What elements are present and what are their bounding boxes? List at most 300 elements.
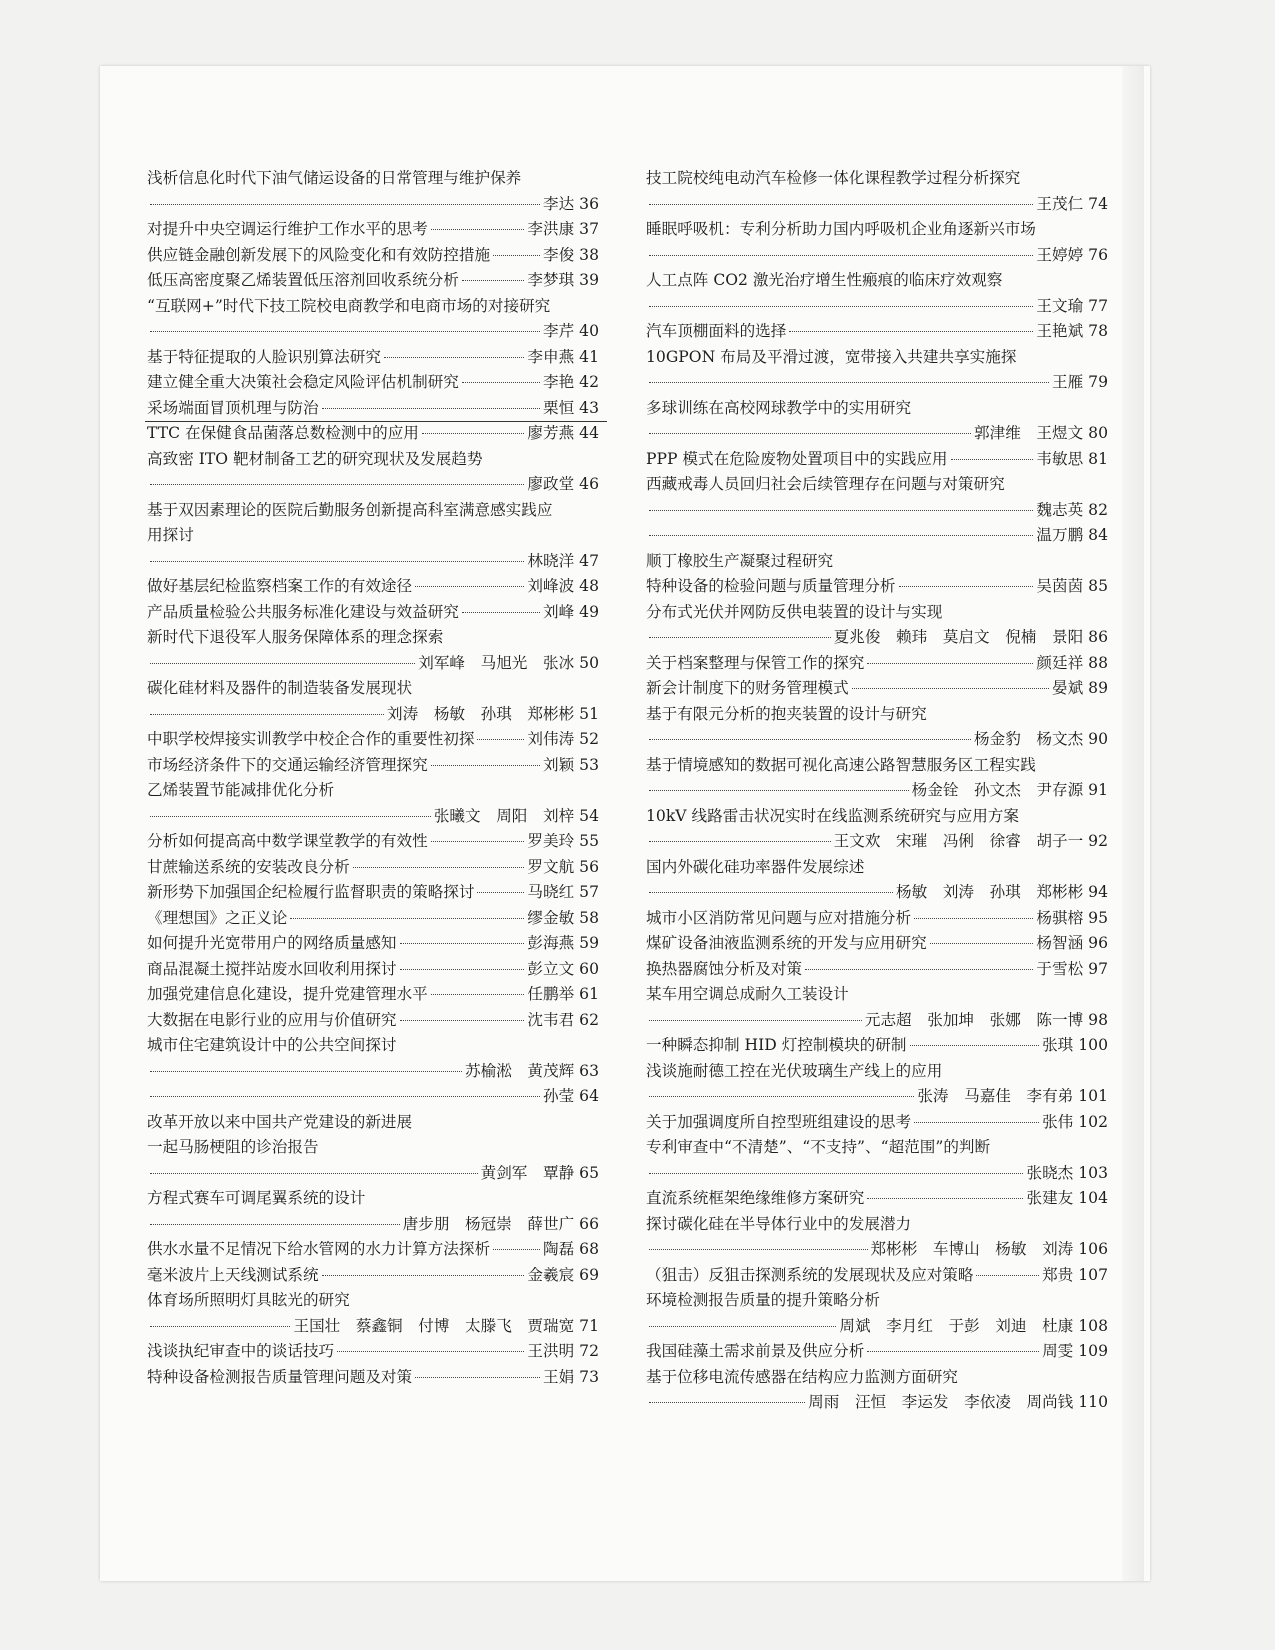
dot-leader (150, 484, 524, 485)
entry-title: 浅谈施耐德工控在光伏玻璃生产线上的应用 (646, 1061, 943, 1080)
entry-page-number: 38 (579, 245, 599, 264)
dot-leader (649, 739, 971, 740)
entry-title: （狙击）反狙击探测系统的发展现状及应对策略 (646, 1265, 974, 1284)
entry-authors: 郑贵 (1042, 1265, 1074, 1284)
toc-entry (147, 166, 599, 217)
dot-leader (322, 1275, 525, 1276)
dot-leader (150, 561, 524, 562)
toc-entry-row (646, 370, 1108, 396)
entry-authors: 吴茵茵 (1036, 577, 1084, 595)
toc-entry (147, 778, 599, 829)
entry-page-number: 98 (1088, 1010, 1108, 1029)
entry-page-number: 92 (1088, 832, 1108, 850)
entry-title: 毫米波片上天线测试系统 (147, 1265, 319, 1284)
entry-authors: 苏榆淞 黄茂辉 (465, 1061, 575, 1080)
toc-entry-row (147, 931, 599, 957)
dot-leader (914, 1122, 1039, 1123)
entry-authors: 刘伟涛 (527, 730, 575, 748)
dot-leader (150, 663, 415, 664)
toc-entry (646, 753, 1108, 804)
toc-entry-row (147, 549, 599, 575)
toc-entry (646, 1059, 1108, 1110)
toc-entry (646, 1212, 1108, 1263)
toc-entry (147, 1288, 599, 1339)
entry-title: 基于有限元分析的抱夹装置的设计与研究 (646, 704, 927, 723)
entry-page-number: 110 (1078, 1393, 1108, 1411)
toc-entry-row (147, 702, 599, 728)
entry-authors: 罗文航 (527, 857, 575, 876)
toc-entry (147, 880, 599, 906)
entry-authors: 周雨 汪恒 李运发 李依凌 周尚钱 (808, 1393, 1074, 1411)
dot-leader (400, 943, 525, 944)
entry-page-number: 89 (1088, 679, 1108, 697)
entry-authors: 颜廷祥 (1036, 653, 1084, 672)
entry-title: 城市小区消防常见问题与应对措施分析 (646, 908, 912, 927)
page-edge (1122, 66, 1144, 1581)
entry-title: 关于档案整理与保管工作的探究 (646, 653, 865, 672)
toc-entry (147, 243, 599, 269)
entry-authors: 杨智涵 (1036, 934, 1084, 952)
entry-authors: 杨骐榕 (1036, 908, 1084, 927)
toc-entry (147, 1263, 599, 1289)
toc-entry-row (646, 1314, 1108, 1340)
dot-leader (649, 1020, 862, 1021)
toc-entry-row (646, 498, 1108, 524)
entry-page-number: 80 (1088, 424, 1108, 442)
dot-leader (649, 1326, 836, 1327)
entry-page-number: 52 (579, 730, 599, 748)
toc-entry (147, 345, 599, 371)
entry-title: 碳化硅材料及器件的制造装备发展现状 (147, 679, 413, 697)
entry-title: 新时代下退役军人服务保障体系的理念探索 (147, 628, 444, 646)
entry-authors: 李芹 (542, 322, 575, 340)
toc-entry (147, 931, 599, 957)
dot-leader (649, 255, 1033, 256)
entry-authors: 于雪松 (1036, 959, 1084, 978)
toc-entry (147, 829, 599, 855)
toc-entry-row (147, 829, 599, 855)
entry-page-number: 49 (579, 602, 599, 621)
entry-page-number: 107 (1078, 1265, 1108, 1284)
toc-entry (646, 804, 1108, 855)
toc-entry-row (147, 957, 599, 983)
entry-page-number: 43 (579, 398, 599, 417)
toc-entry (147, 906, 599, 932)
toc-entry (646, 1186, 1108, 1212)
dot-leader (976, 1275, 1039, 1276)
entry-page-number: 106 (1078, 1240, 1108, 1258)
dot-leader (384, 357, 524, 358)
toc-entry-row (147, 906, 599, 932)
entry-page-number: 63 (579, 1061, 599, 1080)
toc-entry (147, 1186, 599, 1237)
entry-page-number: 60 (579, 959, 599, 978)
entry-title: 分布式光伏并网防反供电装置的设计与实现 (646, 602, 943, 621)
entry-page-number: 50 (579, 653, 599, 672)
entry-page-number: 74 (1088, 194, 1108, 213)
entry-title: 体育场所照明灯具眩光的研究 (147, 1291, 350, 1309)
dot-leader (150, 714, 384, 715)
entry-authors: 黄剑军 覃静 (480, 1163, 575, 1182)
entry-page-number: 84 (1088, 526, 1108, 544)
entry-title: 一起马肠梗阻的诊治报告 (147, 1138, 319, 1156)
toc-entry-row (646, 625, 1108, 651)
entry-authors: 张伟 (1042, 1112, 1074, 1131)
entry-authors: 王洪明 (527, 1342, 575, 1360)
toc-entry (646, 549, 1108, 575)
entry-page-number: 61 (579, 985, 599, 1003)
dot-leader (867, 1198, 1023, 1199)
entry-authors: 张建友 (1026, 1189, 1074, 1207)
entry-authors: 廖芳燕 (527, 424, 575, 442)
entry-authors: 周斌 李月红 于彭 刘迪 杜康 (839, 1316, 1074, 1335)
entry-title: “互联网+”时代下技工院校电商教学和电商市场的对接研究 (147, 296, 551, 315)
toc-entry (646, 1288, 1108, 1339)
dot-leader (649, 1096, 914, 1097)
entry-authors: 王文瑜 (1036, 296, 1084, 315)
entry-page-number: 36 (579, 194, 599, 213)
toc-entry-row (147, 880, 599, 906)
dot-leader (400, 969, 525, 970)
toc-entry (646, 523, 1108, 549)
entry-page-number: 57 (579, 883, 599, 901)
toc-entry-row (646, 1084, 1108, 1110)
entry-title: 西藏戒毒人员回归社会后续管理存在问题与对策研究 (646, 475, 1005, 493)
dot-leader (477, 892, 524, 893)
dot-leader (431, 765, 540, 766)
entry-page-number: 94 (1088, 883, 1108, 901)
toc-entry-row (646, 523, 1108, 549)
toc-entry (147, 982, 599, 1008)
entry-title: 睡眠呼吸机：专利分析助力国内呼吸机企业角逐新兴市场 (646, 220, 1036, 238)
toc-entry-row (646, 1033, 1108, 1059)
entry-page-number: 82 (1088, 500, 1108, 519)
entry-title: 高致密 ITO 靶材制备工艺的研究现状及发展趋势 (147, 449, 483, 468)
entry-title: 一种瞬态抑制 HID 灯控制模块的研制 (646, 1036, 907, 1054)
toc-entry-row (147, 753, 599, 779)
entry-title: 特种设备检测报告质量管理问题及对策 (147, 1367, 413, 1386)
dot-leader (150, 331, 540, 332)
entry-title: 基于位移电流传感器在结构应力监测方面研究 (646, 1367, 958, 1386)
toc-entry-row (147, 982, 599, 1008)
toc-column-left (147, 166, 599, 1390)
toc-entry-row (147, 1212, 599, 1238)
entry-page-number: 88 (1088, 653, 1108, 672)
toc-entry-row (646, 880, 1108, 906)
dot-leader (415, 1377, 540, 1378)
toc-entry (147, 625, 599, 676)
dot-leader (649, 535, 1033, 536)
toc-column-right (646, 166, 1108, 1416)
dot-leader (649, 841, 831, 842)
entry-authors: 温万鹏 (1036, 526, 1084, 544)
entry-authors: 郭津维 王煜文 (974, 424, 1084, 442)
entry-title: 方程式赛车可调尾翼系统的设计 (147, 1189, 366, 1207)
dot-leader (852, 688, 1049, 689)
toc-entry-row (646, 294, 1108, 320)
toc-entry (147, 447, 599, 498)
toc-entry-row (646, 651, 1108, 677)
toc-entry (147, 1237, 599, 1263)
entry-authors: 王国壮 蔡鑫铜 付博 太滕飞 贾瑞宽 (293, 1316, 575, 1335)
entry-title: 对提升中央空调运行维护工作水平的思考 (147, 220, 428, 238)
entry-title: 甘蔗输送系统的安装改良分析 (147, 857, 350, 876)
entry-authors: 王文欢 宋璀 冯俐 徐睿 胡子一 (833, 832, 1084, 850)
entry-page-number: 37 (579, 220, 599, 238)
toc-entry-row (646, 447, 1108, 473)
entry-authors: 王婷婷 (1036, 245, 1084, 264)
entry-title: 做好基层纪检监察档案工作的有效途径 (147, 577, 413, 595)
toc-entry-row (147, 1237, 599, 1263)
entry-title: 10GPON 布局及平滑过渡，宽带接入共建共享实施探 (646, 347, 1017, 366)
toc-entry (646, 345, 1108, 396)
toc-entry (646, 1263, 1108, 1289)
toc-entry-row (147, 268, 599, 294)
entry-authors: 马晓红 (527, 883, 575, 901)
entry-page-number: 102 (1078, 1112, 1108, 1131)
entry-title: 人工点阵 CO2 激光治疗增生性瘢痕的临床疗效观察 (646, 271, 1003, 289)
toc-entry (147, 957, 599, 983)
entry-page-number: 44 (579, 424, 599, 442)
toc-entry-row (646, 1186, 1108, 1212)
dot-leader (649, 204, 1033, 205)
entry-page-number: 86 (1088, 628, 1108, 646)
toc-entry-row (147, 472, 599, 498)
entry-authors: 杨金豹 杨文杰 (974, 730, 1084, 748)
dot-leader (649, 1402, 805, 1403)
entry-title: 换热器腐蚀分析及对策 (646, 959, 802, 978)
entry-page-number: 39 (579, 271, 599, 289)
dot-leader (649, 790, 909, 791)
entry-authors: 缪金敏 (527, 908, 575, 927)
entry-page-number: 95 (1088, 908, 1108, 927)
toc-entry (646, 931, 1108, 957)
entry-title: 《理想国》之正义论 (147, 908, 288, 927)
entry-title: 供水水量不足情况下给水管网的水力计算方法探析 (147, 1240, 491, 1258)
entry-authors: 王艳斌 (1036, 322, 1084, 340)
toc-entry (646, 1135, 1108, 1186)
entry-title: 新形势下加强国企纪检履行监督职责的策略探讨 (147, 883, 475, 901)
entry-authors: 张曦文 周阳 刘梓 (433, 806, 575, 825)
entry-page-number: 47 (579, 551, 599, 570)
entry-authors: 陶磊 (542, 1240, 575, 1258)
entry-title: 低压高密度聚乙烯装置低压溶剂回收系统分析 (147, 271, 459, 289)
entry-title: 用探讨 (147, 526, 194, 544)
entry-authors: 廖政堂 (527, 475, 575, 493)
entry-page-number: 85 (1088, 577, 1108, 595)
entry-authors: 刘峰波 (527, 577, 575, 595)
entry-authors: 张涛 马嘉佳 李有弟 (917, 1087, 1074, 1105)
toc-entry-row (147, 1084, 599, 1110)
entry-title: 产品质量检验公共服务标准化建设与效益研究 (147, 602, 459, 621)
toc-entry-row (646, 931, 1108, 957)
entry-page-number: 97 (1088, 959, 1108, 978)
dot-leader (415, 586, 524, 587)
entry-authors: 杨金铨 孙文杰 尹存源 (911, 781, 1084, 799)
dot-leader (431, 229, 525, 230)
toc-entry-row (147, 243, 599, 269)
entry-title: 汽车顶棚面料的选择 (646, 322, 787, 340)
dot-leader (462, 280, 525, 281)
entry-authors: 韦敏思 (1036, 449, 1084, 468)
entry-authors: 杨敏 刘涛 孙琪 郑彬彬 (896, 883, 1084, 901)
toc-entry (646, 1110, 1108, 1136)
entry-page-number: 100 (1078, 1036, 1108, 1054)
entry-page-number: 104 (1078, 1189, 1108, 1207)
entry-authors: 沈韦君 (527, 1010, 575, 1029)
toc-entry-row (147, 345, 599, 371)
entry-title: TTC 在保健食品菌落总数检测中的应用 (147, 424, 419, 442)
entry-title: 我国硅藻土需求前景及供应分析 (646, 1342, 865, 1360)
toc-entry (147, 294, 599, 345)
dot-leader (400, 1020, 525, 1021)
entry-authors: 李俊 (542, 245, 575, 264)
toc-entry-row (147, 1008, 599, 1034)
toc-entry (646, 855, 1108, 906)
entry-title: 顺丁橡胶生产凝聚过程研究 (646, 551, 834, 570)
entry-title: 加强党建信息化建设，提升党建管理水平 (147, 985, 428, 1003)
entry-page-number: 51 (579, 704, 599, 723)
toc-entry-row (646, 727, 1108, 753)
entry-title: 多球训练在高校网球教学中的实用研究 (646, 398, 912, 417)
toc-entry-row (646, 1339, 1108, 1365)
toc-entry (147, 1135, 599, 1186)
toc-entry (147, 600, 599, 626)
dot-leader (951, 459, 1034, 460)
toc-entry-row (147, 1263, 599, 1289)
toc-entry-row (147, 1365, 599, 1391)
toc-entry-row (646, 1110, 1108, 1136)
entry-title: 中职学校焊接实训教学中校企合作的重要性初探 (147, 730, 475, 748)
entry-title: 国内外碳化硅功率器件发展综述 (646, 857, 865, 876)
dot-leader (649, 306, 1033, 307)
toc-entry (646, 447, 1108, 473)
toc-entry (646, 651, 1108, 677)
entry-page-number: 40 (579, 322, 599, 340)
toc-entry (646, 1339, 1108, 1365)
entry-authors: 任鹏举 (527, 985, 575, 1003)
toc-entry (147, 727, 599, 753)
entry-authors: 张琪 (1042, 1036, 1074, 1054)
toc-entry (646, 906, 1108, 932)
entry-authors: 林晓洋 (527, 551, 575, 570)
toc-entry (147, 1008, 599, 1034)
entry-page-number: 55 (579, 832, 599, 850)
dot-leader (462, 612, 540, 613)
dot-leader (150, 816, 431, 817)
entry-title: 技工院校纯电动汽车检修一体化课程教学过程分析探究 (646, 169, 1021, 187)
entry-page-number: 48 (579, 577, 599, 595)
toc-entry-row (147, 1339, 599, 1365)
dot-leader (649, 1173, 1023, 1174)
entry-authors: 刘峰 (542, 602, 575, 621)
entry-title: 浅析信息化时代下油气储运设备的日常管理与维护保养 (147, 169, 522, 187)
toc-entry-row (147, 1314, 599, 1340)
entry-page-number: 90 (1088, 730, 1108, 748)
toc-entry-row (147, 651, 599, 677)
dot-leader (150, 1096, 540, 1097)
entry-title: 基于双因素理论的医院后勤服务创新提高科室满意感实践应 (147, 500, 553, 519)
dot-leader (914, 918, 1033, 919)
toc-entry-row (646, 1161, 1108, 1187)
toc-entry (646, 1033, 1108, 1059)
entry-title: 直流系统框架绝缘维修方案研究 (646, 1189, 865, 1207)
toc-entry (646, 166, 1108, 217)
toc-entry-row (646, 676, 1108, 702)
toc-entry (646, 982, 1108, 1033)
entry-title: 特种设备的检验问题与质量管理分析 (646, 577, 896, 595)
toc-entry-row (646, 829, 1108, 855)
toc-entry-row (646, 1263, 1108, 1289)
entry-title: 新会计制度下的财务管理模式 (646, 679, 849, 697)
entry-authors: 李艳 (542, 373, 575, 391)
entry-page-number: 91 (1088, 781, 1108, 799)
entry-title: 采场端面冒顶机理与防治 (147, 398, 319, 417)
dot-leader (493, 1249, 540, 1250)
toc-entry-row (646, 957, 1108, 983)
toc-entry (646, 574, 1108, 600)
toc-entry-row (646, 1390, 1108, 1416)
toc-entry (147, 1365, 599, 1391)
entry-page-number: 76 (1088, 245, 1108, 264)
entry-title: PPP 模式在危险废物处置项目中的实践应用 (646, 449, 948, 468)
entry-page-number: 58 (579, 908, 599, 927)
toc-entry-row (147, 421, 599, 447)
entry-authors: 王茂仁 (1036, 194, 1084, 213)
entry-authors: 王雁 (1051, 373, 1084, 391)
entry-title: 供应链金融创新发展下的风险变化和有效防控措施 (147, 245, 491, 264)
entry-authors: 刘涛 杨敏 孙琪 郑彬彬 (387, 704, 575, 723)
dot-leader (337, 1351, 524, 1352)
dot-leader (649, 1249, 868, 1250)
entry-authors: 张晓杰 (1026, 1163, 1074, 1182)
entry-title: 大数据在电影行业的应用与价值研究 (147, 1010, 397, 1029)
toc-entry-row (147, 727, 599, 753)
entry-page-number: 62 (579, 1010, 599, 1029)
entry-title: 环境检测报告质量的提升策略分析 (646, 1291, 880, 1309)
entry-authors: 刘颖 (542, 755, 575, 774)
toc-entry (147, 421, 599, 447)
dot-leader (150, 1071, 462, 1072)
entry-page-number: 64 (579, 1087, 599, 1105)
entry-page-number: 78 (1088, 322, 1108, 340)
toc-entry (646, 1365, 1108, 1416)
dot-leader (431, 841, 525, 842)
entry-authors: 唐步朋 杨冠崇 薛世广 (402, 1214, 575, 1233)
entry-page-number: 56 (579, 857, 599, 876)
toc-entry (646, 957, 1108, 983)
toc-entry (147, 753, 599, 779)
toc-entry (147, 217, 599, 243)
dot-leader (431, 994, 525, 995)
toc-entry-row (147, 217, 599, 243)
entry-authors: 金羲宸 (527, 1265, 575, 1284)
dot-leader (422, 433, 525, 434)
toc-entry-row (646, 1237, 1108, 1263)
dot-leader (150, 204, 540, 205)
entry-title: 改革开放以来中国共产党建设的新进展 (147, 1112, 413, 1131)
entry-page-number: 59 (579, 934, 599, 952)
entry-page-number: 46 (579, 475, 599, 493)
toc-entry-row (646, 574, 1108, 600)
entry-title: 市场经济条件下的交通运输经济管理探究 (147, 755, 428, 774)
toc-entry (147, 855, 599, 881)
dot-leader (649, 510, 1033, 511)
dot-leader (649, 637, 831, 638)
entry-authors: 彭立文 (527, 959, 575, 978)
toc-entry-row (147, 370, 599, 396)
dot-leader (649, 382, 1049, 383)
